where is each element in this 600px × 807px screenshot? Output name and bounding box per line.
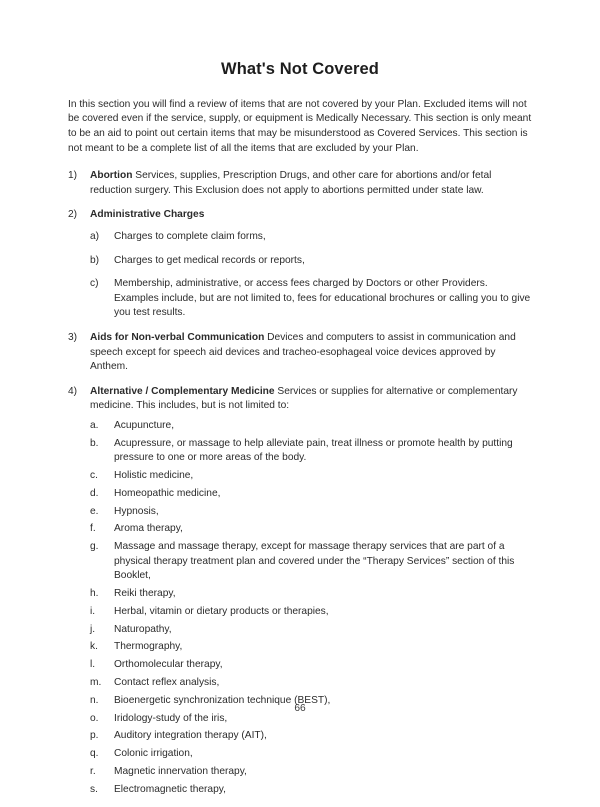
exclusion-sub-item-text: Herbal, vitamin or dietary products or therapies,: [114, 605, 329, 617]
exclusion-item: [68, 331, 532, 375]
exclusion-item-text: Devices and computers to assist in communication and speech except for speech aid devices and tracheo-esophageal voice devices approved by Anthem.: [90, 331, 516, 373]
exclusion-sub-item-text: Contact reflex analysis,: [114, 677, 220, 689]
list-marker: f.: [90, 523, 96, 535]
exclusion-sub-item: [90, 254, 532, 269]
page-title: What's Not Covered: [221, 60, 379, 78]
list-marker: o.: [90, 712, 99, 724]
exclusion-sub-list: [90, 230, 532, 321]
list-marker: c.: [90, 470, 98, 482]
list-marker: 1): [68, 170, 78, 182]
list-marker: 3): [68, 331, 78, 343]
exclusion-item: [68, 385, 532, 798]
exclusion-sub-item: [90, 623, 532, 638]
exclusion-sub-item-text: Hypnosis,: [114, 505, 159, 517]
exclusion-sub-item-text: Naturopathy,: [114, 623, 172, 635]
exclusion-sub-item-text: Charges to get medical records or reports,: [114, 254, 305, 266]
exclusion-item-term: Administrative Charges: [90, 209, 205, 221]
list-marker: c): [90, 278, 99, 290]
exclusion-item-body: [90, 385, 532, 414]
exclusion-item-term: Aids for Non-verbal Communication: [90, 331, 265, 343]
exclusion-sub-item: [90, 747, 532, 762]
exclusion-sub-item: [90, 505, 532, 520]
exclusion-item-body: [90, 208, 532, 223]
list-marker: e.: [90, 505, 99, 517]
exclusion-sub-item-text: Charges to complete claim forms,: [114, 230, 266, 242]
page-content: [68, 60, 532, 807]
exclusion-item-text: Services or supplies for alternative or complementary medicine. This includes, but is not limited to:: [90, 385, 518, 412]
list-marker: q.: [90, 748, 99, 760]
exclusion-sub-list: [90, 419, 532, 797]
exclusion-sub-item-text: Aroma therapy,: [114, 523, 183, 535]
exclusion-sub-item: [90, 469, 532, 484]
list-marker: a): [90, 230, 100, 242]
exclusion-sub-item: [90, 437, 532, 466]
list-marker: 4): [68, 385, 78, 397]
exclusion-sub-item-text: Orthomolecular therapy,: [114, 659, 223, 671]
list-marker: i.: [90, 605, 96, 617]
exclusion-sub-item-text: Acupuncture,: [114, 419, 175, 431]
exclusion-sub-item-text: Membership, administrative, or access fees charged by Doctors or other Providers. Examples include, but are not limited to, fees for educational brochures or calling you to give you test results.: [114, 278, 531, 319]
list-marker: s.: [90, 783, 98, 795]
exclusion-sub-item-text: Holistic medicine,: [114, 470, 194, 482]
list-marker: r.: [90, 765, 96, 777]
exclusion-item-text: Services, supplies, Prescription Drugs, and other care for abortions and/or fetal reduction surgery. This Exclusion does not apply to abortions permitted under state law.: [90, 170, 492, 196]
exclusion-sub-item: [90, 640, 532, 655]
exclusion-sub-item: [90, 277, 532, 321]
exclusion-sub-item-text: Bioenergetic synchronization technique (BEST),: [114, 694, 331, 706]
list-marker: n.: [90, 694, 99, 706]
exclusion-sub-item: [90, 419, 532, 434]
intro-paragraph: In this section you will find a review of items that are not covered by your Plan. Excluded items will not be covered even if the service, supply, or equipment is Medically Necessary. This section is only meant to be an aid to point out certain items that may be misunderstood as Covered Services. This section is not meant to be a complete list of all the items that are excluded by your Plan.: [68, 98, 532, 154]
exclusion-sub-item: [90, 783, 532, 798]
list-marker: h.: [90, 588, 99, 600]
exclusion-sub-item: [90, 605, 532, 620]
exclusion-item: [68, 169, 532, 198]
exclusion-item-body: [90, 331, 532, 375]
list-marker: m.: [90, 677, 102, 689]
list-marker: 2): [68, 209, 78, 221]
exclusion-sub-item-text: Reiki therapy,: [114, 588, 176, 600]
exclusion-sub-item: [90, 676, 532, 691]
exclusion-sub-item-text: Massage and massage therapy, except for massage therapy services that are part of a physical therapy treatment plan and covered under the “Therapy Services” section of this Booklet,: [114, 541, 515, 582]
list-marker: p.: [90, 730, 99, 742]
exclusion-sub-item-text: Homeopathic medicine,: [114, 487, 221, 499]
exclusion-item-body: [90, 169, 532, 198]
exclusion-sub-item: [90, 658, 532, 673]
list-marker: j.: [90, 623, 96, 635]
exclusion-sub-item: [90, 487, 532, 502]
exclusion-item-term: Abortion: [90, 170, 133, 182]
exclusion-sub-item: [90, 522, 532, 537]
list-marker: a.: [90, 419, 99, 431]
exclusion-sub-item: [90, 540, 532, 584]
list-marker: g.: [90, 541, 99, 553]
exclusion-sub-item: [90, 765, 532, 780]
exclusion-sub-item: [90, 230, 532, 245]
exclusion-sub-item-text: Colonic irrigation,: [114, 748, 193, 760]
list-marker: b.: [90, 437, 99, 449]
page-number: 66: [294, 703, 306, 714]
exclusion-sub-item-text: Iridology-study of the iris,: [114, 712, 228, 724]
exclusion-sub-item-text: Thermography,: [114, 641, 183, 653]
list-marker: d.: [90, 487, 99, 499]
exclusion-sub-item-text: Acupressure, or massage to help alleviate pain, treat illness or promote health by putting pressure to one or more areas of the body.: [114, 437, 513, 464]
exclusion-sub-item: [90, 587, 532, 602]
exclusion-sub-item: [90, 729, 532, 744]
list-marker: l.: [90, 659, 96, 671]
exclusion-sub-item-text: Magnetic innervation therapy,: [114, 765, 247, 777]
list-marker: b): [90, 254, 100, 266]
exclusion-item-term: Alternative / Complementary Medicine: [90, 385, 275, 397]
exclusion-item: [68, 208, 532, 321]
exclusion-sub-item-text: Auditory integration therapy (AIT),: [114, 730, 267, 742]
list-marker: k.: [90, 641, 98, 653]
exclusion-sub-item-text: Electromagnetic therapy,: [114, 783, 226, 795]
